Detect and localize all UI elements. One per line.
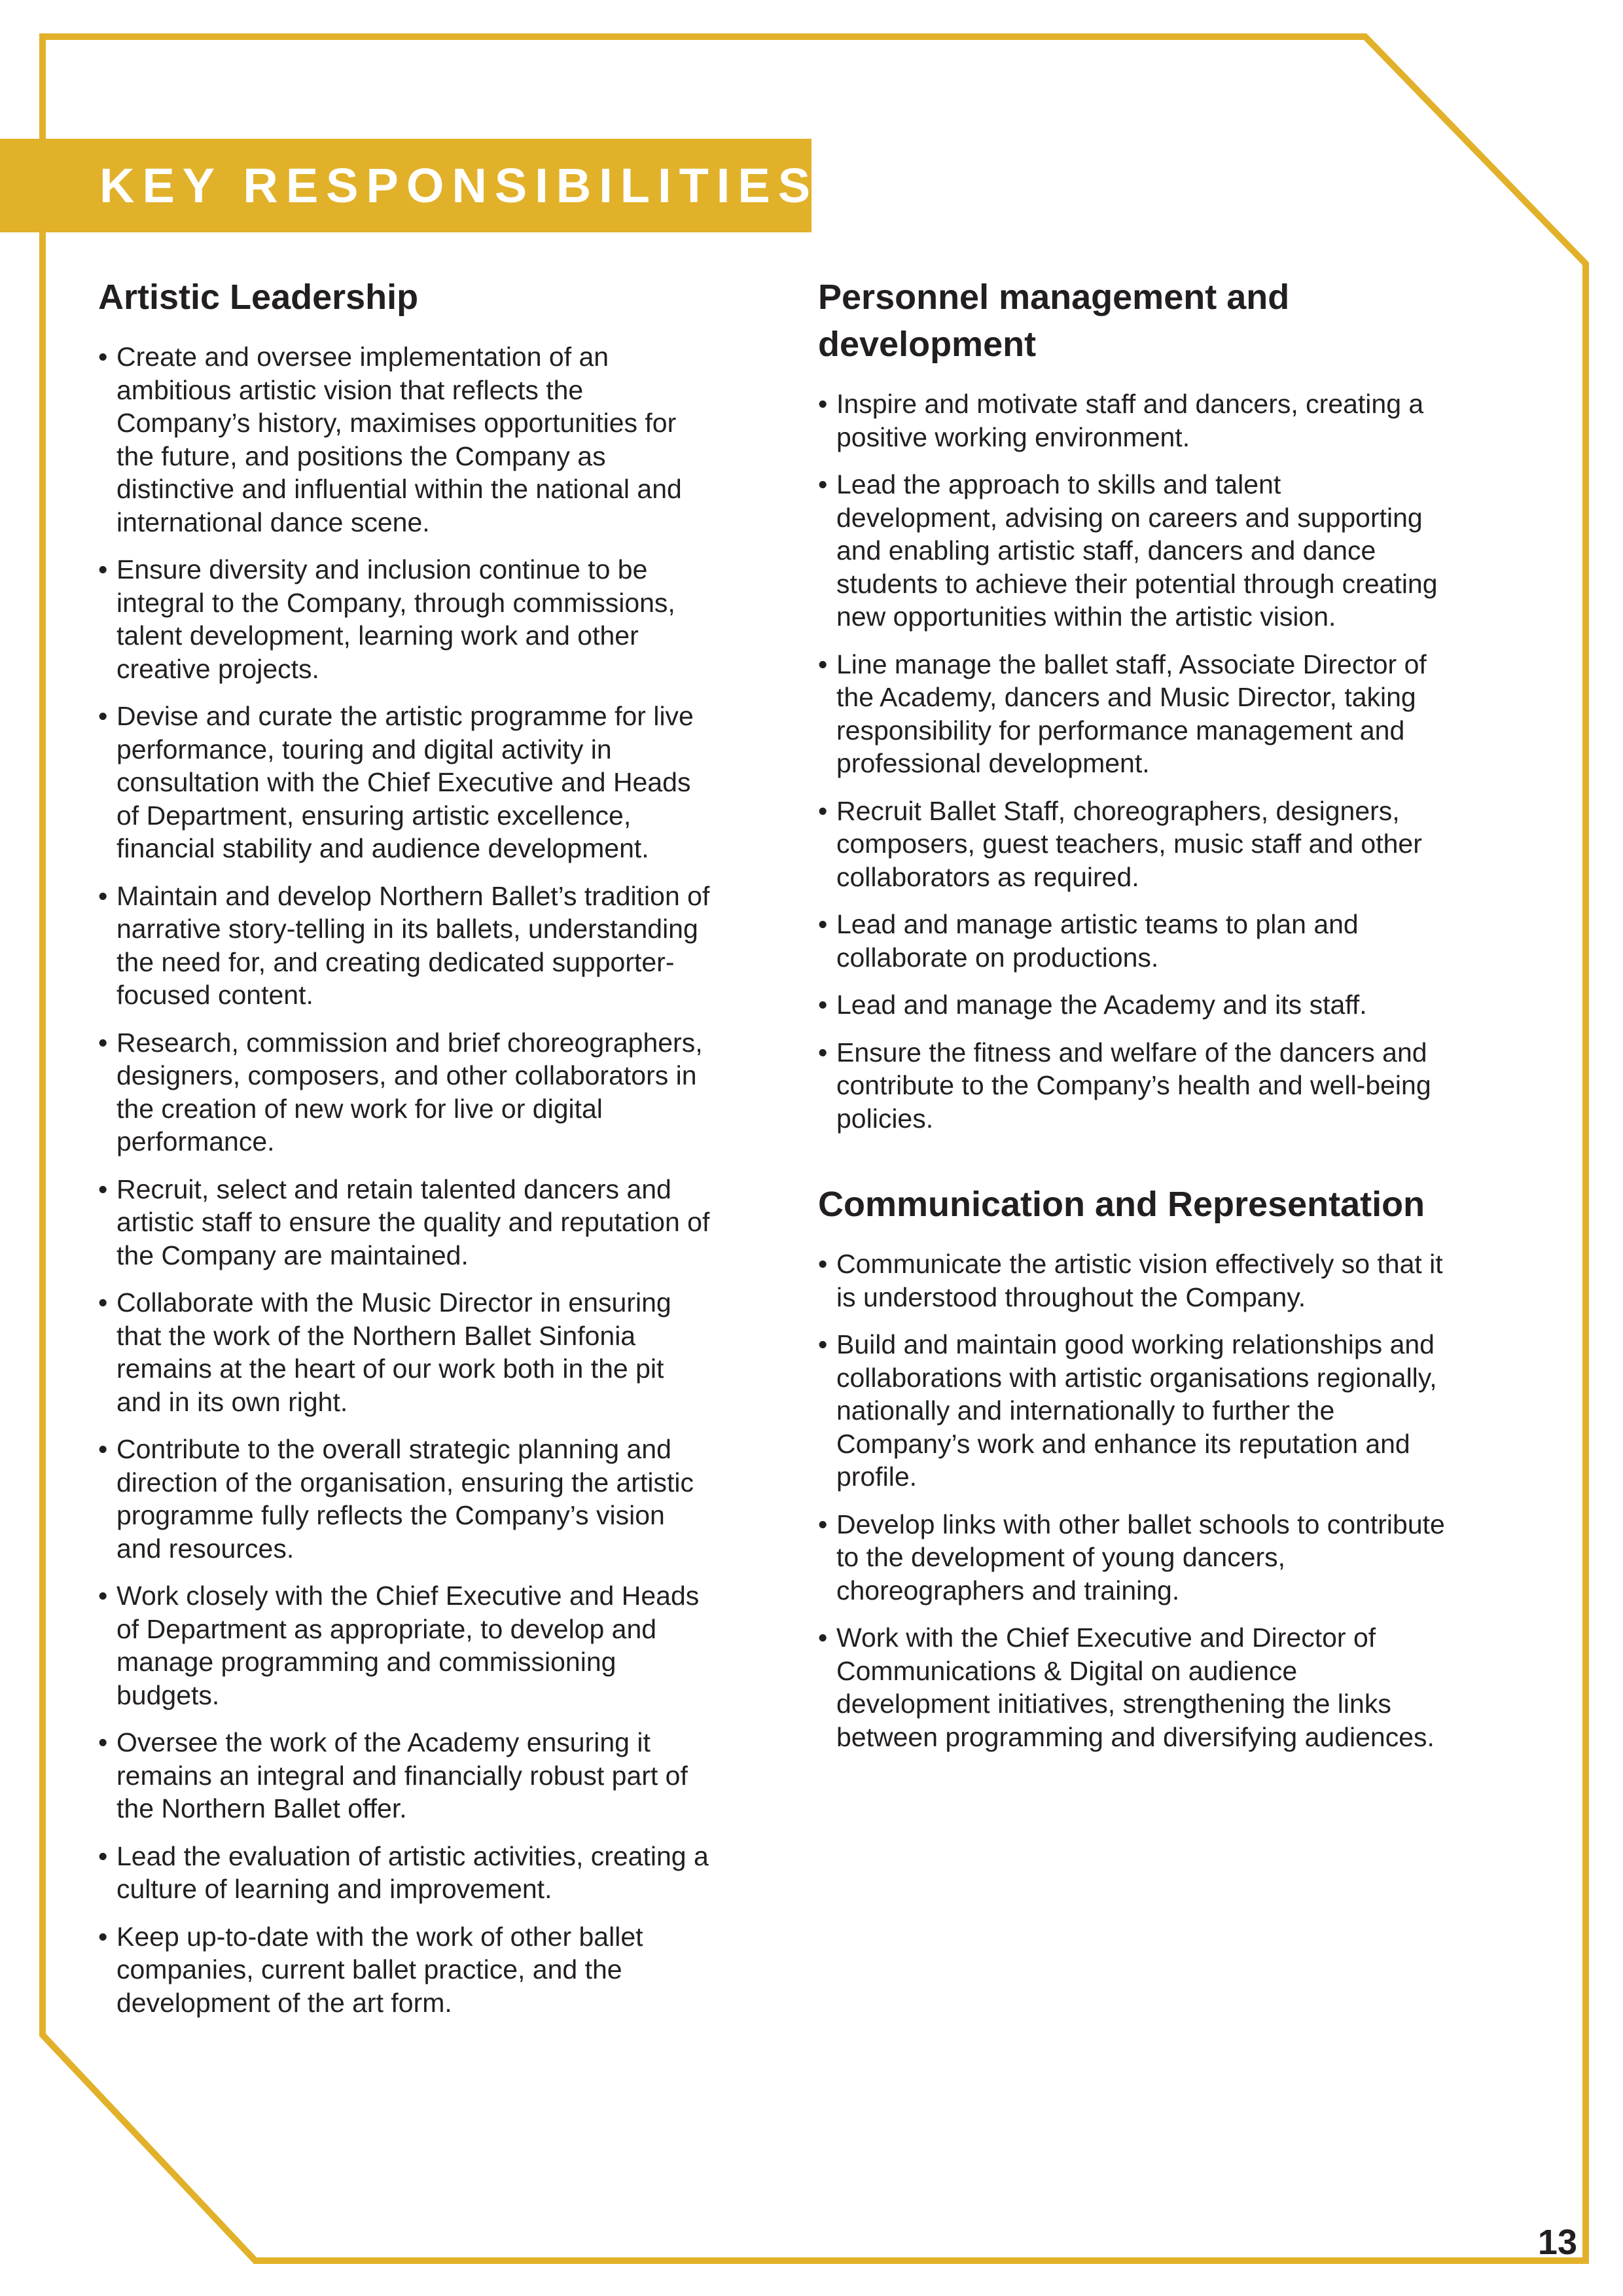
list-item xyxy=(818,1508,1446,1607)
bullet: • xyxy=(98,1921,108,1952)
list-item-text: Lead the approach to skills and talent development, advising on careers and supporting and enabling artistic staff, dancers and dance students to achieve their potential through creating new opportunities within the artistic vision. xyxy=(836,469,1438,632)
list-item xyxy=(818,908,1446,974)
bullet: • xyxy=(818,990,828,1020)
list-item xyxy=(98,1920,713,2020)
list-item xyxy=(818,988,1446,1022)
list-item xyxy=(818,1036,1446,1136)
list-item-text: Research, commission and brief choreographers, designers, composers, and other collaborators in the creation of new work for live or digital performance. xyxy=(116,1027,703,1157)
list-item xyxy=(98,340,713,539)
list-item xyxy=(818,795,1446,894)
list-item xyxy=(98,1286,713,1418)
bullet: • xyxy=(818,1037,828,1067)
left-column xyxy=(98,274,713,2034)
list-item-text: Devise and curate the artistic programme for live performance, touring and digital activity in consultation with the Chief Executive and Heads of Department, ensuring artistic excellence, financial stability and audience development. xyxy=(116,701,694,863)
list-item-text: Line manage the ballet staff, Associate Director of the Academy, dancers and Music Director, taking responsibility for performance management and professional development. xyxy=(836,649,1427,778)
list-item xyxy=(98,1726,713,1825)
list-item xyxy=(818,468,1446,634)
communication-list xyxy=(818,1247,1446,1753)
bullet: • xyxy=(98,1287,108,1318)
list-item-text: Recruit, select and retain talented dancers and artistic staff to ensure the quality and reputation of the Company are maintained. xyxy=(116,1174,710,1270)
list-item-text: Lead and manage the Academy and its staff. xyxy=(836,990,1367,1020)
page-number: 13 xyxy=(1537,2223,1577,2262)
bullet: • xyxy=(818,649,828,679)
list-item-text: Keep up-to-date with the work of other ballet companies, current ballet practice, and the development of the art form. xyxy=(116,1921,643,2018)
bullet: • xyxy=(818,795,828,826)
bullet: • xyxy=(98,554,108,584)
bullet: • xyxy=(98,1840,108,1871)
list-item xyxy=(818,387,1446,454)
list-item-text: Oversee the work of the Academy ensuring it remains an integral and financially robust part of the Northern Ballet offer. xyxy=(116,1727,688,1823)
artistic-leadership-list xyxy=(98,340,713,2019)
list-item-text: Inspire and motivate staff and dancers, creating a positive working environment. xyxy=(836,389,1424,452)
list-item xyxy=(818,648,1446,780)
bullet: • xyxy=(818,389,828,419)
list-item xyxy=(98,1840,713,1906)
list-item xyxy=(818,1621,1446,1753)
list-item xyxy=(98,1173,713,1272)
bullet: • xyxy=(818,1249,828,1279)
list-item-text: Build and maintain good working relationships and collaborations with artistic organisations regionally, nationally and internationally to further the Company’s work and enhance its reputation and profile. xyxy=(836,1329,1437,1492)
list-item-text: Work with the Chief Executive and Director of Communications & Digital on audience development initiatives, strengthening the links between programming and diversifying audiences. xyxy=(836,1623,1435,1752)
bullet: • xyxy=(98,880,108,911)
list-item xyxy=(98,700,713,865)
list-item xyxy=(98,553,713,685)
list-item-text: Lead the evaluation of artistic activities, creating a culture of learning and improvement. xyxy=(116,1840,709,1904)
list-item-text: Communicate the artistic vision effectively so that it is understood throughout the Company. xyxy=(836,1249,1443,1312)
section-heading-communication: Communication and Representation xyxy=(818,1185,1425,1224)
bullet: • xyxy=(98,701,108,731)
list-item-text: Ensure diversity and inclusion continue to be integral to the Company, through commissions, talent development, learning work and other creative projects. xyxy=(116,554,675,684)
bullet: • xyxy=(818,1509,828,1539)
list-item-text: Lead and manage artistic teams to plan and collaborate on productions. xyxy=(836,909,1359,973)
list-item-text: Contribute to the overall strategic planning and direction of the organisation, ensuring the artistic programme fully reflects the Company’s vision and resources. xyxy=(116,1434,694,1564)
bullet: • xyxy=(818,909,828,939)
list-item-text: Create and oversee implementation of an ambitious artistic vision that reflects the Company’s history, maximises opportunities for the future, and positions the Company as distinctive and influential within the national and international dance scene. xyxy=(116,342,682,537)
list-item-text: Work closely with the Chief Executive and Heads of Department as appropriate, to develop and manage programming and commissioning budgets. xyxy=(116,1581,700,1710)
list-item-text: Develop links with other ballet schools to contribute to the development of young dancers, choreographers and training. xyxy=(836,1509,1445,1605)
list-item-text: Collaborate with the Music Director in ensuring that the work of the Northern Ballet Sinfonia remains at the heart of our work both in the pit and in its own right. xyxy=(116,1287,671,1417)
section-heading-artistic-leadership: Artistic Leadership xyxy=(98,278,419,317)
list-item xyxy=(98,1579,713,1712)
bullet: • xyxy=(818,1623,828,1653)
bullet: • xyxy=(98,342,108,372)
list-item-text: Maintain and develop Northern Ballet’s tradition of narrative story-telling in its ballets, understanding the need for, and creating dedicated supporter-focused content. xyxy=(116,880,710,1010)
list-item xyxy=(818,1328,1446,1494)
bullet: • xyxy=(818,1329,828,1359)
title-banner xyxy=(0,139,819,232)
right-column xyxy=(818,274,1446,1768)
list-item xyxy=(98,880,713,1012)
list-item xyxy=(98,1433,713,1565)
section-heading-personnel-management: Personnel management and development xyxy=(818,278,1290,364)
list-item-text: Recruit Ballet Staff, choreographers, designers, composers, guest teachers, music staff and other collaborators as required. xyxy=(836,795,1422,892)
list-item-text: Ensure the fitness and welfare of the dancers and contribute to the Company’s health and well-being policies. xyxy=(836,1037,1431,1134)
bullet: • xyxy=(98,1434,108,1464)
bullet: • xyxy=(98,1727,108,1757)
bullet: • xyxy=(98,1174,108,1204)
page-title: KEY RESPONSIBILITIES xyxy=(99,158,819,213)
list-item xyxy=(818,1247,1446,1314)
bullet: • xyxy=(98,1581,108,1611)
bullet: • xyxy=(98,1027,108,1058)
list-item xyxy=(98,1026,713,1158)
personnel-management-list xyxy=(818,387,1446,1135)
bullet: • xyxy=(818,469,828,499)
